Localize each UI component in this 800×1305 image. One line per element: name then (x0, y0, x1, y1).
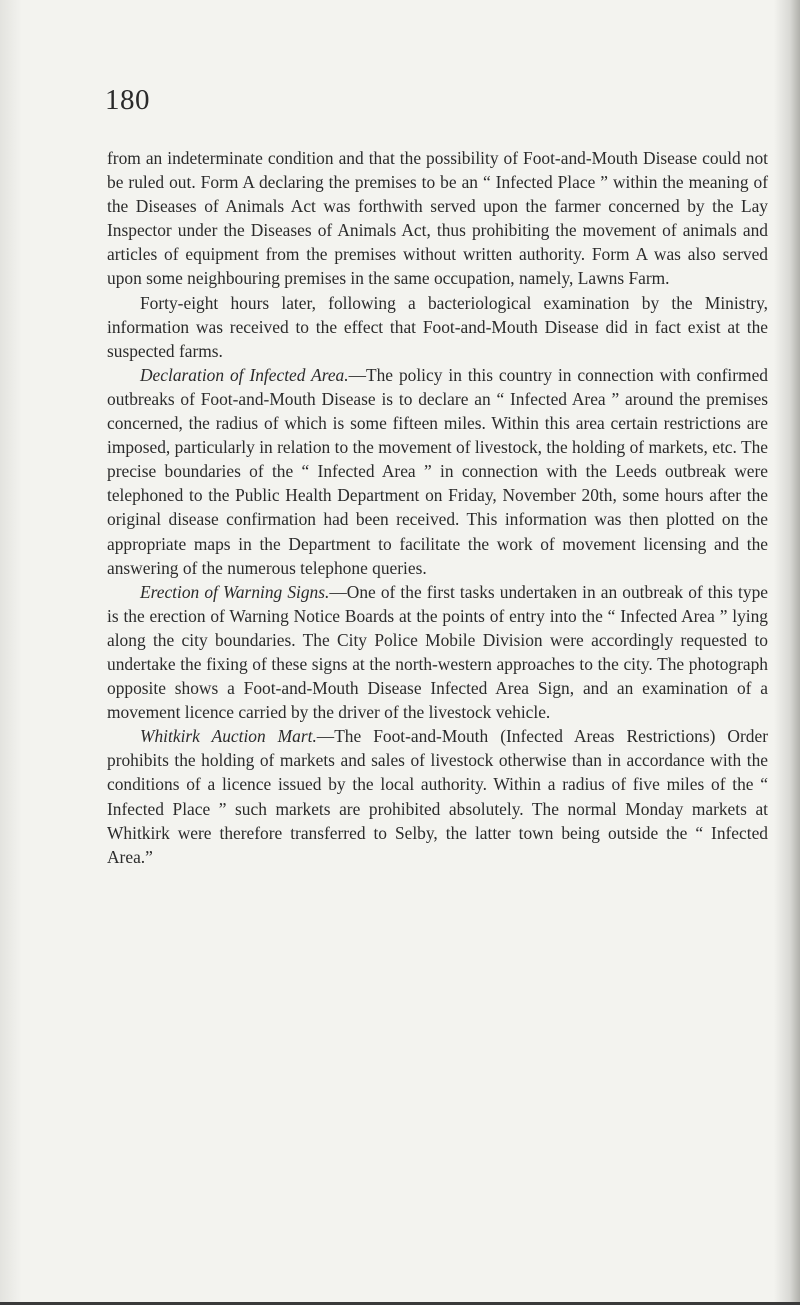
paragraph-3-text: —The policy in this country in connection with confirmed outbreaks of Foot-and-Mouth Disease is to declare an “ Infected Area ” around the premises concerned, the radius of which is some fifteen miles. Within this area certain restrictions are imposed, particularly in relation to the movement of livestock, the holding of markets, etc. The precise boundaries of the “ Infected Area ” in connection with the Leeds outbreak were telephoned to the Public Health Department on Friday, November 20th, some hours after the original disease confirmation had been received. This information was then plotted on the appropriate maps in the Department to facilitate the work of movement licensing and the answering of the numerous telephone queries. (107, 364, 768, 578)
paragraph-erection-warning-signs (107, 580, 768, 725)
section-heading-warning-signs: Erection of Warning Signs. (140, 581, 330, 602)
paragraph-1-text: from an indeterminate condition and that the possibility of Foot-and-Mouth Disease could not be ruled out. Form A declaring the premises to be an “ Infected Place ” within the meaning of the Diseases of Animals Act was forthwith served upon the farmer concerned by the Lay Inspector under the Diseases of Animals Act, thus prohibiting the movement of animals and articles of equipment from the premises without written authority. Form A was also served upon some neighbouring premises in the same occupation, namely, Lawns Farm. (107, 148, 768, 289)
section-heading-whitkirk: Whitkirk Auction Mart. (140, 726, 317, 747)
paragraph-2-text: Forty-eight hours later, following a bacteriological examination by the Ministry, information was received to the effect that Foot-and-Mouth Disease did in fact exist at the suspected farms. (107, 292, 768, 361)
section-heading-declaration: Declaration of Infected Area. (140, 364, 349, 385)
document-body (107, 146, 768, 869)
paragraph-1 (107, 146, 768, 291)
paragraph-4-text: —One of the first tasks undertaken in an outbreak of this type is the erection of Warning Notice Boards at the points of entry into the “ Infected Area ” lying along the city boundaries. The City Police Mobile Division were accordingly requested to undertake the fixing of these signs at the north-western approaches to the city. The photograph opposite shows a Foot-and-Mouth Disease Infected Area Sign, and an examination of a movement licence carried by the driver of the livestock vehicle. (107, 581, 768, 723)
paragraph-declaration-infected-area (107, 363, 768, 580)
paragraph-2 (107, 291, 768, 363)
scan-shadow-right (774, 0, 800, 1305)
paragraph-5-text: —The Foot-and-Mouth (Infected Areas Restrictions) Order prohibits the holding of markets and sales of livestock otherwise than in accordance with the conditions of a licence issued by the local authority. Within a radius of five miles of the “ Infected Place ” such markets are prohibited absolutely. The normal Monday markets at Whitkirk were therefore transferred to Selby, the latter town being outside the “ Infected Area.” (107, 726, 768, 867)
scan-shadow-left (0, 0, 22, 1305)
paragraph-whitkirk-auction-mart (107, 724, 768, 869)
page-number: 180 (105, 84, 150, 116)
